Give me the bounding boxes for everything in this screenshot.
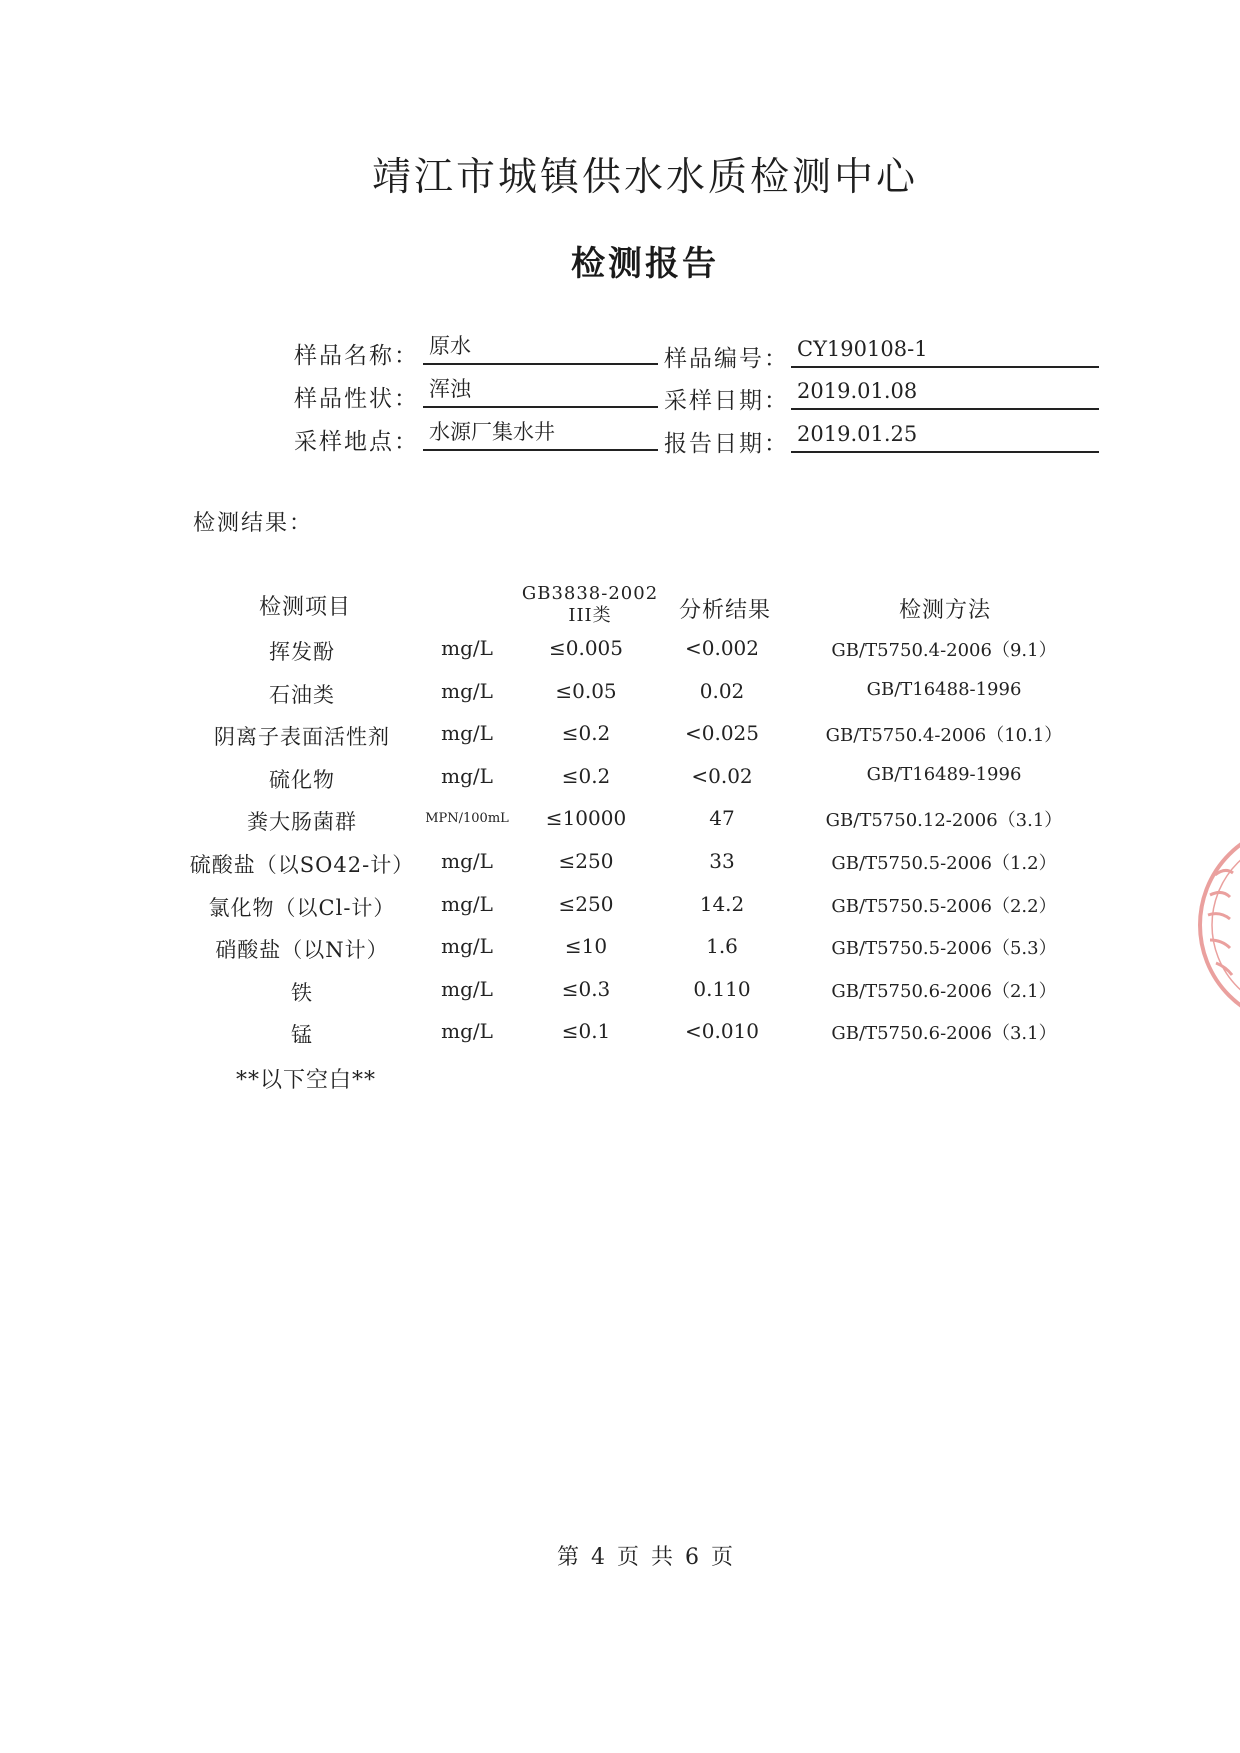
row-limit: ≤250 — [558, 891, 614, 916]
sample-state-value: 浑浊 — [423, 378, 658, 408]
row-unit: MPN/100mL — [425, 811, 509, 827]
row-unit: mg/L — [441, 1019, 493, 1044]
sample-state-label: 样品性状： — [294, 386, 419, 412]
page-word-ye-2: 页 — [711, 1545, 734, 1570]
header-result: 分析结果 — [678, 598, 772, 623]
report-date-label: 报告日期： — [664, 431, 789, 457]
row-unit: mg/L — [441, 934, 493, 959]
header-item: 检测项目 — [258, 595, 352, 620]
row-unit: mg/L — [441, 763, 493, 788]
row-result: 1.6 — [706, 934, 738, 959]
row-method: GB/T5750.6-2006（3.1） — [831, 1023, 1057, 1045]
row-method: GB/T5750.5-2006（2.2） — [831, 895, 1057, 917]
page-current: 4 — [590, 1545, 605, 1570]
sampling-location-label: 采样地点： — [294, 429, 419, 455]
page-word-gong: 共 — [651, 1545, 674, 1570]
sampling-date-label: 采样日期： — [664, 388, 789, 414]
sample-number-label: 样品编号： — [664, 346, 789, 372]
row-item: 锰 — [291, 1023, 313, 1048]
row-limit: ≤0.2 — [561, 721, 611, 746]
row-unit: mg/L — [441, 891, 493, 916]
report-title: 检测报告 — [571, 244, 719, 284]
page-word-ye: 页 — [616, 1545, 639, 1570]
row-unit: mg/L — [441, 721, 493, 746]
row-item: 硫酸盐（以SO42-计） — [189, 853, 415, 877]
row-limit: ≤10 — [564, 934, 608, 959]
row-method: GB/T5750.5-2006（1.2） — [831, 853, 1057, 874]
row-result: <0.010 — [684, 1019, 760, 1044]
row-limit: ≤0.005 — [548, 636, 624, 660]
row-method: GB/T5750.5-2006（5.3） — [831, 938, 1057, 960]
page-word-di: 第 — [556, 1545, 579, 1570]
row-result: 0.110 — [693, 976, 751, 1001]
row-limit: ≤0.1 — [561, 1019, 611, 1044]
header-standard — [522, 583, 658, 627]
row-item: 挥发酚 — [269, 640, 335, 664]
row-result: <0.025 — [684, 721, 760, 746]
row-limit: ≤0.2 — [561, 763, 611, 788]
row-limit: ≤0.05 — [555, 678, 617, 703]
row-item: 氯化物（以Cl-计） — [208, 895, 396, 920]
row-result: 33 — [709, 849, 735, 873]
row-item: 铁 — [291, 980, 313, 1005]
row-result: <0.02 — [691, 763, 753, 788]
row-unit: mg/L — [441, 976, 493, 1001]
page-total: 6 — [685, 1545, 700, 1570]
row-unit: mg/L — [441, 849, 493, 873]
header-standard-line2: III类 — [568, 605, 612, 626]
row-unit: mg/L — [441, 678, 493, 703]
sample-name-label: 样品名称： — [294, 343, 419, 369]
row-item: 石油类 — [269, 682, 335, 707]
row-method: GB/T5750.4-2006（10.1） — [825, 725, 1063, 747]
row-item: 硫化物 — [269, 767, 335, 792]
header-standard-line1: GB3838-2002 — [521, 583, 659, 604]
header-method: 检测方法 — [898, 598, 992, 623]
row-result: 0.02 — [699, 678, 745, 703]
sample-name-value: 原水 — [423, 335, 658, 365]
sampling-location-value: 水源厂集水井 — [423, 421, 658, 451]
sample-number-value: CY190108-1 — [791, 338, 1099, 368]
sampling-date-value: 2019.01.08 — [791, 380, 1099, 410]
page-number — [0, 1540, 1240, 1571]
blank-note: **以下空白** — [236, 1068, 377, 1093]
row-method: GB/T16488-1996 — [866, 678, 1022, 700]
report-date-value: 2019.01.25 — [791, 423, 1099, 453]
row-result: <0.002 — [684, 636, 760, 660]
row-item: 粪大肠菌群 — [247, 810, 357, 835]
official-seal-image — [1160, 815, 1240, 1035]
results-section-label: 检测结果： — [193, 511, 314, 536]
row-result: 47 — [709, 806, 735, 831]
row-method: GB/T5750.4-2006（9.1） — [831, 640, 1057, 661]
row-unit: mg/L — [441, 636, 493, 660]
row-limit: ≤0.3 — [561, 976, 611, 1001]
row-method: GB/T16489-1996 — [866, 763, 1022, 785]
row-method: GB/T5750.6-2006（2.1） — [831, 980, 1057, 1002]
organization-title: 靖江市城镇供水水质检测中心 — [371, 155, 918, 200]
row-method: GB/T5750.12-2006（3.1） — [825, 810, 1063, 832]
row-result: 14.2 — [699, 891, 745, 916]
row-item: 阴离子表面活性剂 — [214, 725, 390, 750]
row-item: 硝酸盐（以N计） — [215, 938, 389, 963]
row-limit: ≤250 — [558, 849, 614, 873]
row-limit: ≤10000 — [545, 806, 627, 831]
